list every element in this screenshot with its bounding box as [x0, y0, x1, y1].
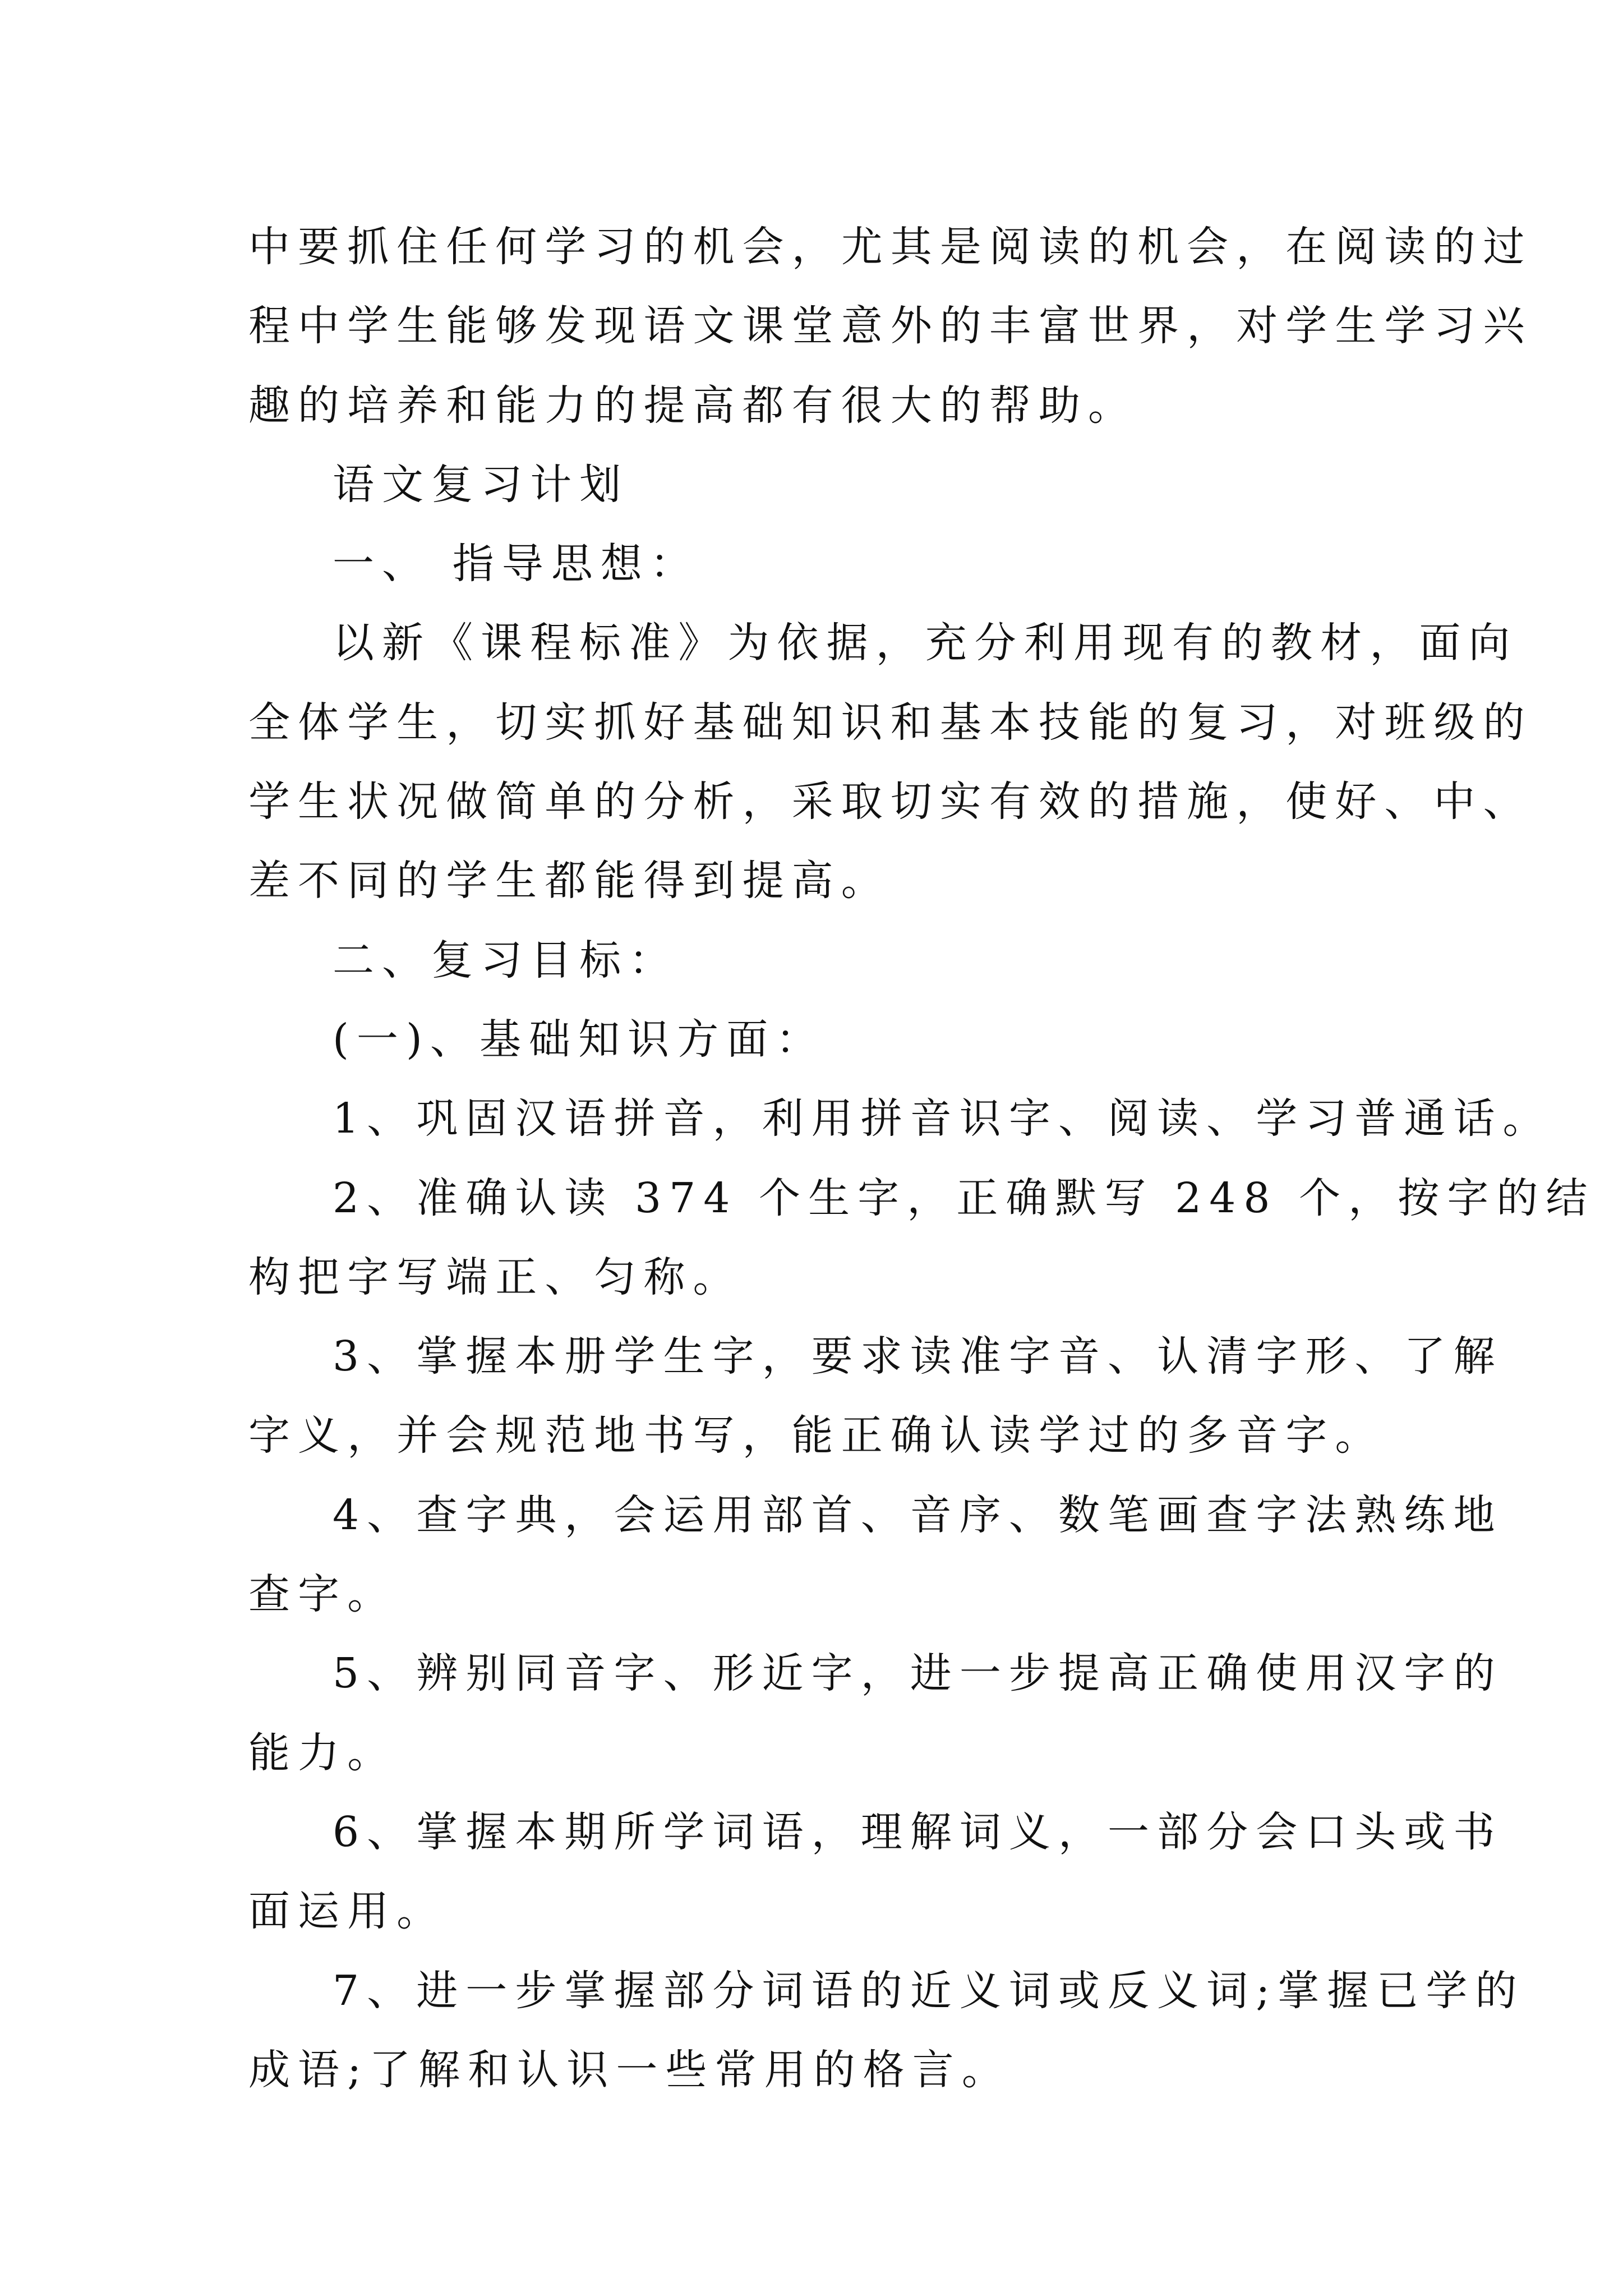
text-line: 面运用。	[248, 1887, 446, 1936]
text-line: 3、掌握本册学生字，要求读准字音、认清字形、了解	[333, 1332, 1503, 1381]
text-line: 差不同的学生都能得到提高。	[248, 857, 891, 905]
text-line: 7、进一步掌握部分词语的近义词或反义词;掌握已学的	[333, 1966, 1525, 2015]
text-line: 一、 指导思想：	[333, 540, 700, 588]
text-line: 能力。	[248, 1728, 397, 1777]
text-line: 二、复习目标：	[333, 936, 679, 984]
text-line: 语文复习计划	[333, 460, 629, 509]
text-line: 程中学生能够发现语文课堂意外的丰富世界，对学生学习兴	[248, 302, 1533, 351]
text-line: 查字。	[248, 1570, 397, 1619]
text-line: 4、查字典，会运用部首、音序、数笔画查字法熟练地	[333, 1490, 1503, 1539]
text-line: 全体学生，切实抓好基础知识和基本技能的复习，对班级的	[248, 698, 1533, 747]
text-line: (一)、基础知识方面：	[333, 1015, 826, 1064]
text-line: 成语;了解和认识一些常用的格言。	[248, 2045, 1011, 2094]
text-line: 以新《课程标准》为依据，充分利用现有的教材，面向	[333, 619, 1518, 668]
text-line: 构把字写端正、匀称。	[248, 1253, 743, 1301]
text-line: 学生状况做简单的分析，采取切实有效的措施，使好、中、	[248, 777, 1533, 826]
text-line: 趣的培养和能力的提高都有很大的帮助。	[248, 381, 1138, 430]
text-line: 5、辨别同音字、形近字，进一步提高正确使用汉字的	[333, 1649, 1503, 1698]
text-line: 2、准确认读 374 个生字，正确默写 248 个，按字的结	[333, 1174, 1596, 1222]
text-line: 1、巩固汉语拼音，利用拼音识字、阅读、学习普通话。	[333, 1094, 1552, 1143]
text-line: 中要抓住任何学习的机会，尤其是阅读的机会，在阅读的过	[248, 223, 1533, 271]
text-line: 字义，并会规范地书写，能正确认读学过的多音字。	[248, 1411, 1385, 1460]
text-line: 6、掌握本期所学词语，理解词义，一部分会口头或书	[333, 1807, 1503, 1856]
document-body	[248, 208, 1596, 2110]
